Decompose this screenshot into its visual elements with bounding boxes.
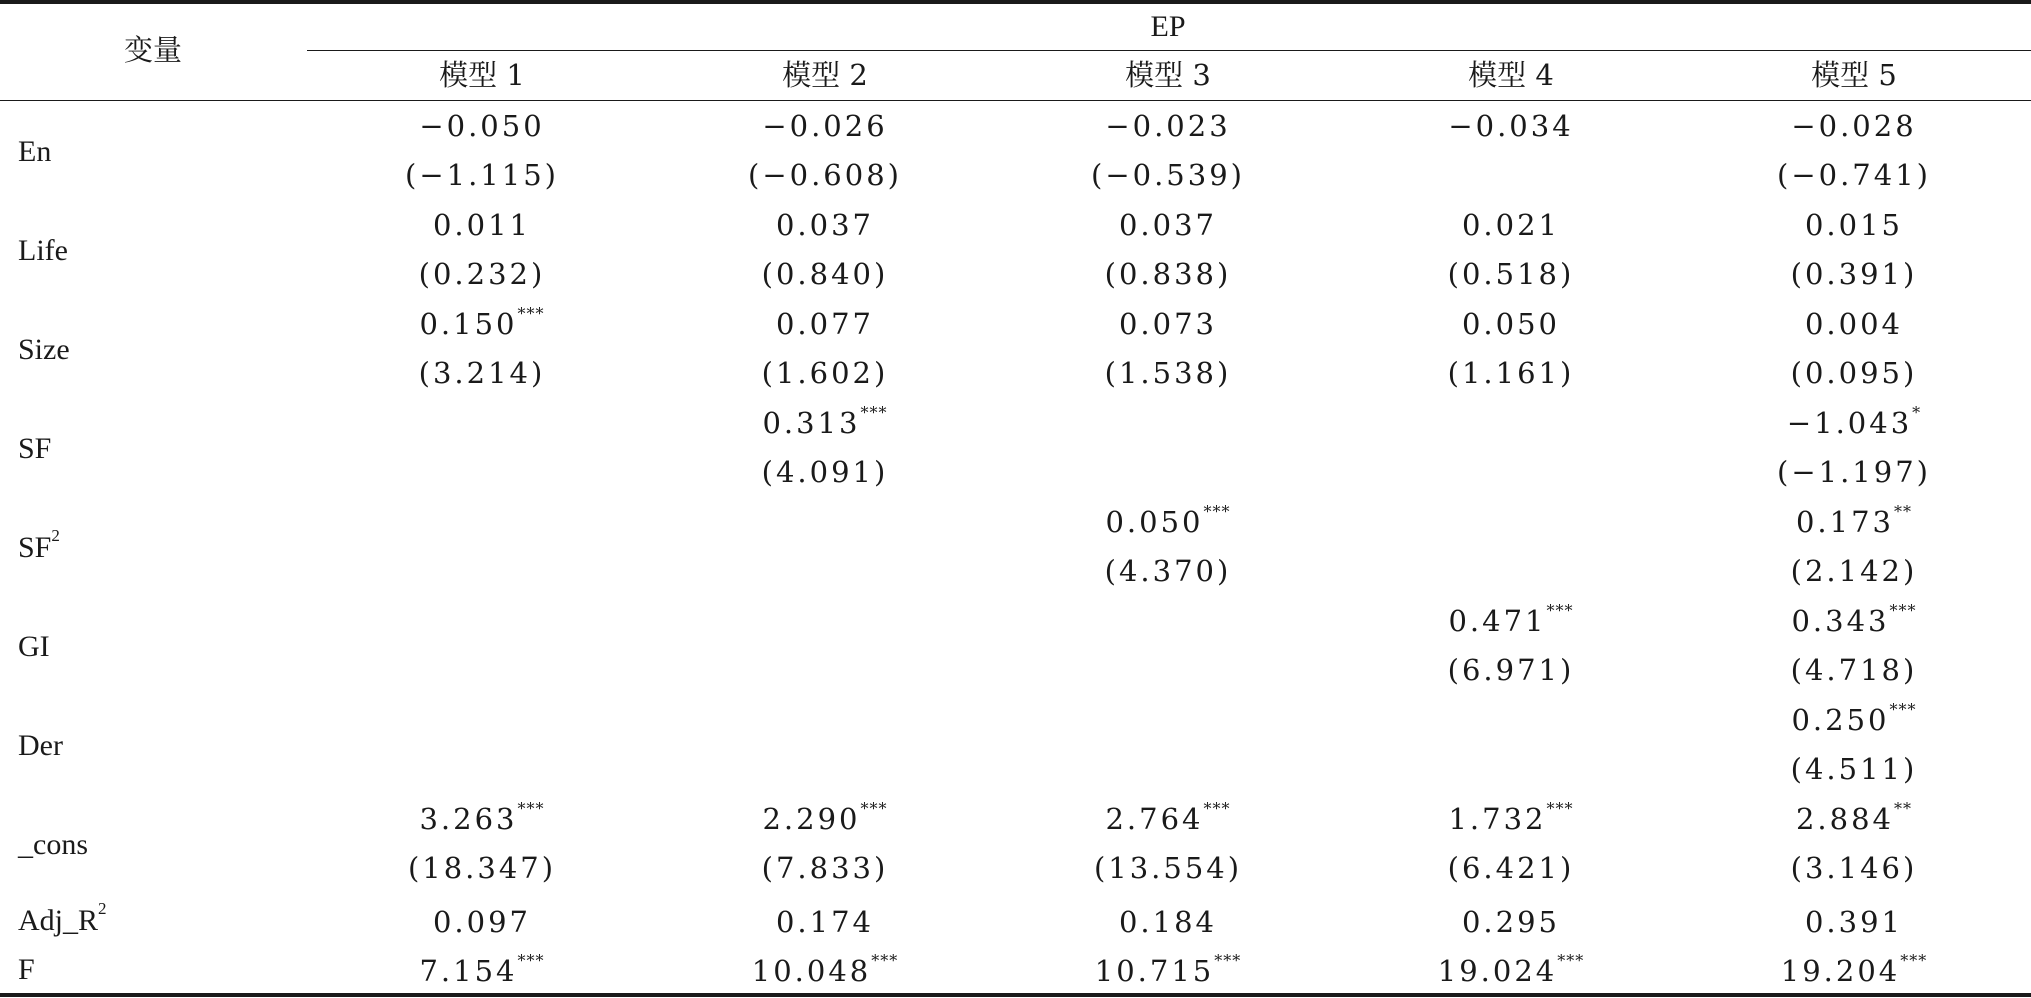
stat-r0-m5-value: 0.391 xyxy=(1804,905,1904,939)
coef-r1-m5-value: 0.015 xyxy=(1804,208,1904,242)
tstat-r0-m1-value: (−1.115) xyxy=(405,158,559,192)
coef-r4-m5-significance: ** xyxy=(1894,502,1913,521)
tstat-r7-m4-value: (6.421) xyxy=(1447,851,1575,885)
row-label-1-text: Life xyxy=(18,234,68,267)
coef-r1-m2-value: 0.037 xyxy=(775,208,875,242)
coef-r3-m2-significance: *** xyxy=(860,403,888,422)
coef-r7-m5 xyxy=(1795,799,1913,836)
coef-r4-m5-value: 0.173 xyxy=(1795,505,1895,539)
tstat-r7-m4 xyxy=(1447,851,1575,885)
tstat-r2-m2-value: (1.602) xyxy=(761,356,889,390)
row-label-4 xyxy=(18,526,61,564)
stat-label-1-text: F xyxy=(18,953,35,986)
coef-r0-m3 xyxy=(1105,109,1231,143)
tstat-r2-m5-value: (0.095) xyxy=(1790,356,1918,390)
tstat-r6-m5-value: (4.511) xyxy=(1790,752,1918,786)
coef-r7-m4 xyxy=(1448,799,1574,836)
coef-r2-m3-value: 0.073 xyxy=(1118,307,1218,341)
tstat-r1-m5 xyxy=(1790,257,1918,291)
top-rule xyxy=(0,0,2031,4)
coef-r7-m4-value: 1.732 xyxy=(1448,802,1547,836)
tstat-r3-m2 xyxy=(761,455,889,489)
coef-r5-m4-value: 0.471 xyxy=(1448,604,1547,638)
coef-r0-m4 xyxy=(1448,109,1574,143)
coef-r0-m5-value: −0.028 xyxy=(1791,109,1917,143)
row-label-0 xyxy=(18,137,51,167)
stat-label-0 xyxy=(18,899,108,937)
stat-r1-m3-value: 10.715 xyxy=(1094,954,1215,988)
coef-r4-m3-significance: *** xyxy=(1203,502,1231,521)
coef-r0-m1-value: −0.050 xyxy=(419,109,545,143)
dependent-header: EP xyxy=(1150,10,1186,43)
stat-r0-m1 xyxy=(432,905,532,939)
stat-r0-m3 xyxy=(1118,905,1218,939)
coef-r1-m1-value: 0.011 xyxy=(432,208,532,242)
tstat-r2-m5 xyxy=(1790,356,1918,390)
bottom-rule xyxy=(0,993,2031,997)
tstat-r1-m4 xyxy=(1447,257,1575,291)
coef-r1-m5 xyxy=(1804,208,1904,242)
coef-r7-m2-significance: *** xyxy=(860,799,888,818)
tstat-r4-m5 xyxy=(1790,554,1918,588)
coef-r2-m5-value: 0.004 xyxy=(1804,307,1904,341)
variable-header: 变量 xyxy=(123,33,183,67)
stat-r1-m2-value: 10.048 xyxy=(751,954,872,988)
stat-r1-m5-value: 19.204 xyxy=(1780,954,1901,988)
tstat-r7-m2-value: (7.833) xyxy=(761,851,889,885)
coef-r7-m3 xyxy=(1105,799,1231,836)
coef-r2-m1 xyxy=(419,304,545,341)
tstat-r0-m1 xyxy=(405,158,559,192)
coef-r3-m2-value: 0.313 xyxy=(762,406,861,440)
coef-r5-m5-significance: *** xyxy=(1889,601,1917,620)
coef-r1-m4-value: 0.021 xyxy=(1461,208,1561,242)
stat-r0-m2 xyxy=(775,905,875,939)
coef-r0-m3-value: −0.023 xyxy=(1105,109,1231,143)
coef-r1-m3-value: 0.037 xyxy=(1118,208,1218,242)
model-header-3: 模型 3 xyxy=(1125,58,1211,92)
tstat-r0-m3 xyxy=(1091,158,1245,192)
tstat-r1-m1-value: (0.232) xyxy=(418,257,546,291)
tstat-r2-m2 xyxy=(761,356,889,390)
tstat-r3-m5 xyxy=(1777,455,1931,489)
tstat-r4-m3-value: (4.370) xyxy=(1104,554,1232,588)
stat-r1-m1 xyxy=(419,951,545,988)
coef-r6-m5-significance: *** xyxy=(1889,700,1917,719)
stat-r1-m1-value: 7.154 xyxy=(419,954,518,988)
coef-r2-m2-value: 0.077 xyxy=(775,307,875,341)
coef-r4-m3 xyxy=(1105,502,1231,539)
tstat-r5-m4 xyxy=(1447,653,1575,687)
row-label-3-text: SF xyxy=(18,432,52,465)
tstat-r4-m3 xyxy=(1104,554,1232,588)
coef-r1-m3 xyxy=(1118,208,1218,242)
row-label-1 xyxy=(18,236,68,266)
tstat-r0-m5-value: (−0.741) xyxy=(1777,158,1931,192)
row-label-7 xyxy=(18,830,88,860)
ep-underline xyxy=(307,50,2031,51)
coef-r6-m5 xyxy=(1791,700,1917,737)
coef-r7-m1-value: 3.263 xyxy=(419,802,518,836)
coef-r5-m5 xyxy=(1791,601,1917,638)
tstat-r2-m4 xyxy=(1447,356,1575,390)
row-label-3 xyxy=(18,434,51,464)
tstat-r1-m5-value: (0.391) xyxy=(1790,257,1918,291)
stat-label-0-text: Adj_R xyxy=(18,904,99,937)
row-label-5 xyxy=(18,632,50,662)
tstat-r0-m3-value: (−0.539) xyxy=(1091,158,1245,192)
coef-r3-m2 xyxy=(762,403,888,440)
stat-r0-m4-value: 0.295 xyxy=(1461,905,1561,939)
model-header-4: 模型 4 xyxy=(1468,58,1554,92)
tstat-r6-m5 xyxy=(1790,752,1918,786)
header-rule xyxy=(0,100,2031,101)
model-header-1: 模型 1 xyxy=(439,58,525,92)
stat-r1-m5 xyxy=(1780,951,1928,988)
coef-r2-m1-significance: *** xyxy=(517,304,545,323)
tstat-r1-m3-value: (0.838) xyxy=(1104,257,1232,291)
coef-r5-m4-significance: *** xyxy=(1546,601,1574,620)
coef-r2-m4 xyxy=(1461,307,1561,341)
row-label-4-text: SF xyxy=(18,531,52,564)
model-header-5: 模型 5 xyxy=(1811,58,1897,92)
tstat-r2-m3-value: (1.538) xyxy=(1104,356,1232,390)
coef-r7-m2-value: 2.290 xyxy=(762,802,861,836)
coef-r3-m5-significance: * xyxy=(1912,403,1922,422)
coef-r4-m5 xyxy=(1795,502,1913,539)
row-label-7-text: _cons xyxy=(18,828,88,861)
stat-r0-m5 xyxy=(1804,905,1904,939)
tstat-r0-m5 xyxy=(1777,158,1931,192)
stat-r1-m3-significance: *** xyxy=(1214,951,1242,970)
stat-r0-m3-value: 0.184 xyxy=(1118,905,1218,939)
stat-r1-m4 xyxy=(1437,951,1585,988)
coef-r1-m4 xyxy=(1461,208,1561,242)
coef-r7-m5-significance: ** xyxy=(1894,799,1913,818)
stat-r1-m4-value: 19.024 xyxy=(1437,954,1558,988)
tstat-r7-m1-value: (18.347) xyxy=(407,851,557,885)
coef-r2-m5 xyxy=(1804,307,1904,341)
stat-label-1 xyxy=(18,955,35,985)
tstat-r1-m1 xyxy=(418,257,546,291)
row-label-6 xyxy=(18,731,63,761)
row-label-0-text: En xyxy=(18,135,52,168)
coef-r7-m3-significance: *** xyxy=(1203,799,1231,818)
row-label-6-text: Der xyxy=(18,729,63,762)
tstat-r7-m5 xyxy=(1790,851,1918,885)
coef-r7-m5-value: 2.884 xyxy=(1795,802,1895,836)
tstat-r5-m5-value: (4.718) xyxy=(1790,653,1918,687)
coef-r2-m3 xyxy=(1118,307,1218,341)
coef-r0-m1 xyxy=(419,109,545,143)
tstat-r5-m4-value: (6.971) xyxy=(1447,653,1575,687)
coef-r2-m2 xyxy=(775,307,875,341)
tstat-r7-m2 xyxy=(761,851,889,885)
stat-r1-m3 xyxy=(1094,951,1242,988)
tstat-r2-m3 xyxy=(1104,356,1232,390)
tstat-r3-m5-value: (−1.197) xyxy=(1777,455,1931,489)
tstat-r5-m5 xyxy=(1790,653,1918,687)
coef-r6-m5-value: 0.250 xyxy=(1791,703,1890,737)
coef-r0-m4-value: −0.034 xyxy=(1448,109,1574,143)
coef-r0-m2 xyxy=(762,109,888,143)
tstat-r3-m2-value: (4.091) xyxy=(761,455,889,489)
row-label-5-text: GI xyxy=(18,630,50,663)
coef-r2-m1-value: 0.150 xyxy=(419,307,518,341)
coef-r7-m3-value: 2.764 xyxy=(1105,802,1204,836)
stat-r1-m5-significance: *** xyxy=(1900,951,1928,970)
stat-r1-m1-significance: *** xyxy=(517,951,545,970)
coef-r7-m1-significance: *** xyxy=(517,799,545,818)
coef-r3-m5-value: −1.043 xyxy=(1786,406,1913,440)
coef-r5-m4 xyxy=(1448,601,1574,638)
tstat-r7-m3 xyxy=(1093,851,1243,885)
coef-r1-m1 xyxy=(432,208,532,242)
tstat-r1-m2 xyxy=(761,257,889,291)
tstat-r2-m1 xyxy=(418,356,546,390)
stat-label-0-superscript: 2 xyxy=(98,899,108,918)
coef-r5-m5-value: 0.343 xyxy=(1791,604,1890,638)
tstat-r1-m3 xyxy=(1104,257,1232,291)
row-label-2-text: Size xyxy=(18,333,70,366)
tstat-r1-m4-value: (0.518) xyxy=(1447,257,1575,291)
coef-r2-m4-value: 0.050 xyxy=(1461,307,1561,341)
row-label-4-superscript: 2 xyxy=(51,526,61,545)
stat-r0-m4 xyxy=(1461,905,1561,939)
tstat-r7-m3-value: (13.554) xyxy=(1093,851,1243,885)
coef-r0-m5 xyxy=(1791,109,1917,143)
tstat-r4-m5-value: (2.142) xyxy=(1790,554,1918,588)
tstat-r1-m2-value: (0.840) xyxy=(761,257,889,291)
stat-r1-m2 xyxy=(751,951,899,988)
coef-r4-m3-value: 0.050 xyxy=(1105,505,1204,539)
coef-r7-m1 xyxy=(419,799,545,836)
tstat-r7-m1 xyxy=(407,851,557,885)
tstat-r0-m2-value: (−0.608) xyxy=(748,158,902,192)
tstat-r2-m4-value: (1.161) xyxy=(1447,356,1575,390)
coef-r3-m5 xyxy=(1786,403,1922,440)
tstat-r2-m1-value: (3.214) xyxy=(418,356,546,390)
coef-r0-m2-value: −0.026 xyxy=(762,109,888,143)
stat-r0-m1-value: 0.097 xyxy=(432,905,532,939)
tstat-r7-m5-value: (3.146) xyxy=(1790,851,1918,885)
stat-r0-m2-value: 0.174 xyxy=(775,905,875,939)
row-label-2 xyxy=(18,335,70,365)
stat-r1-m2-significance: *** xyxy=(871,951,899,970)
coef-r7-m4-significance: *** xyxy=(1546,799,1574,818)
coef-r1-m2 xyxy=(775,208,875,242)
coef-r7-m2 xyxy=(762,799,888,836)
tstat-r0-m2 xyxy=(748,158,902,192)
model-header-2: 模型 2 xyxy=(782,58,868,92)
stat-r1-m4-significance: *** xyxy=(1557,951,1585,970)
